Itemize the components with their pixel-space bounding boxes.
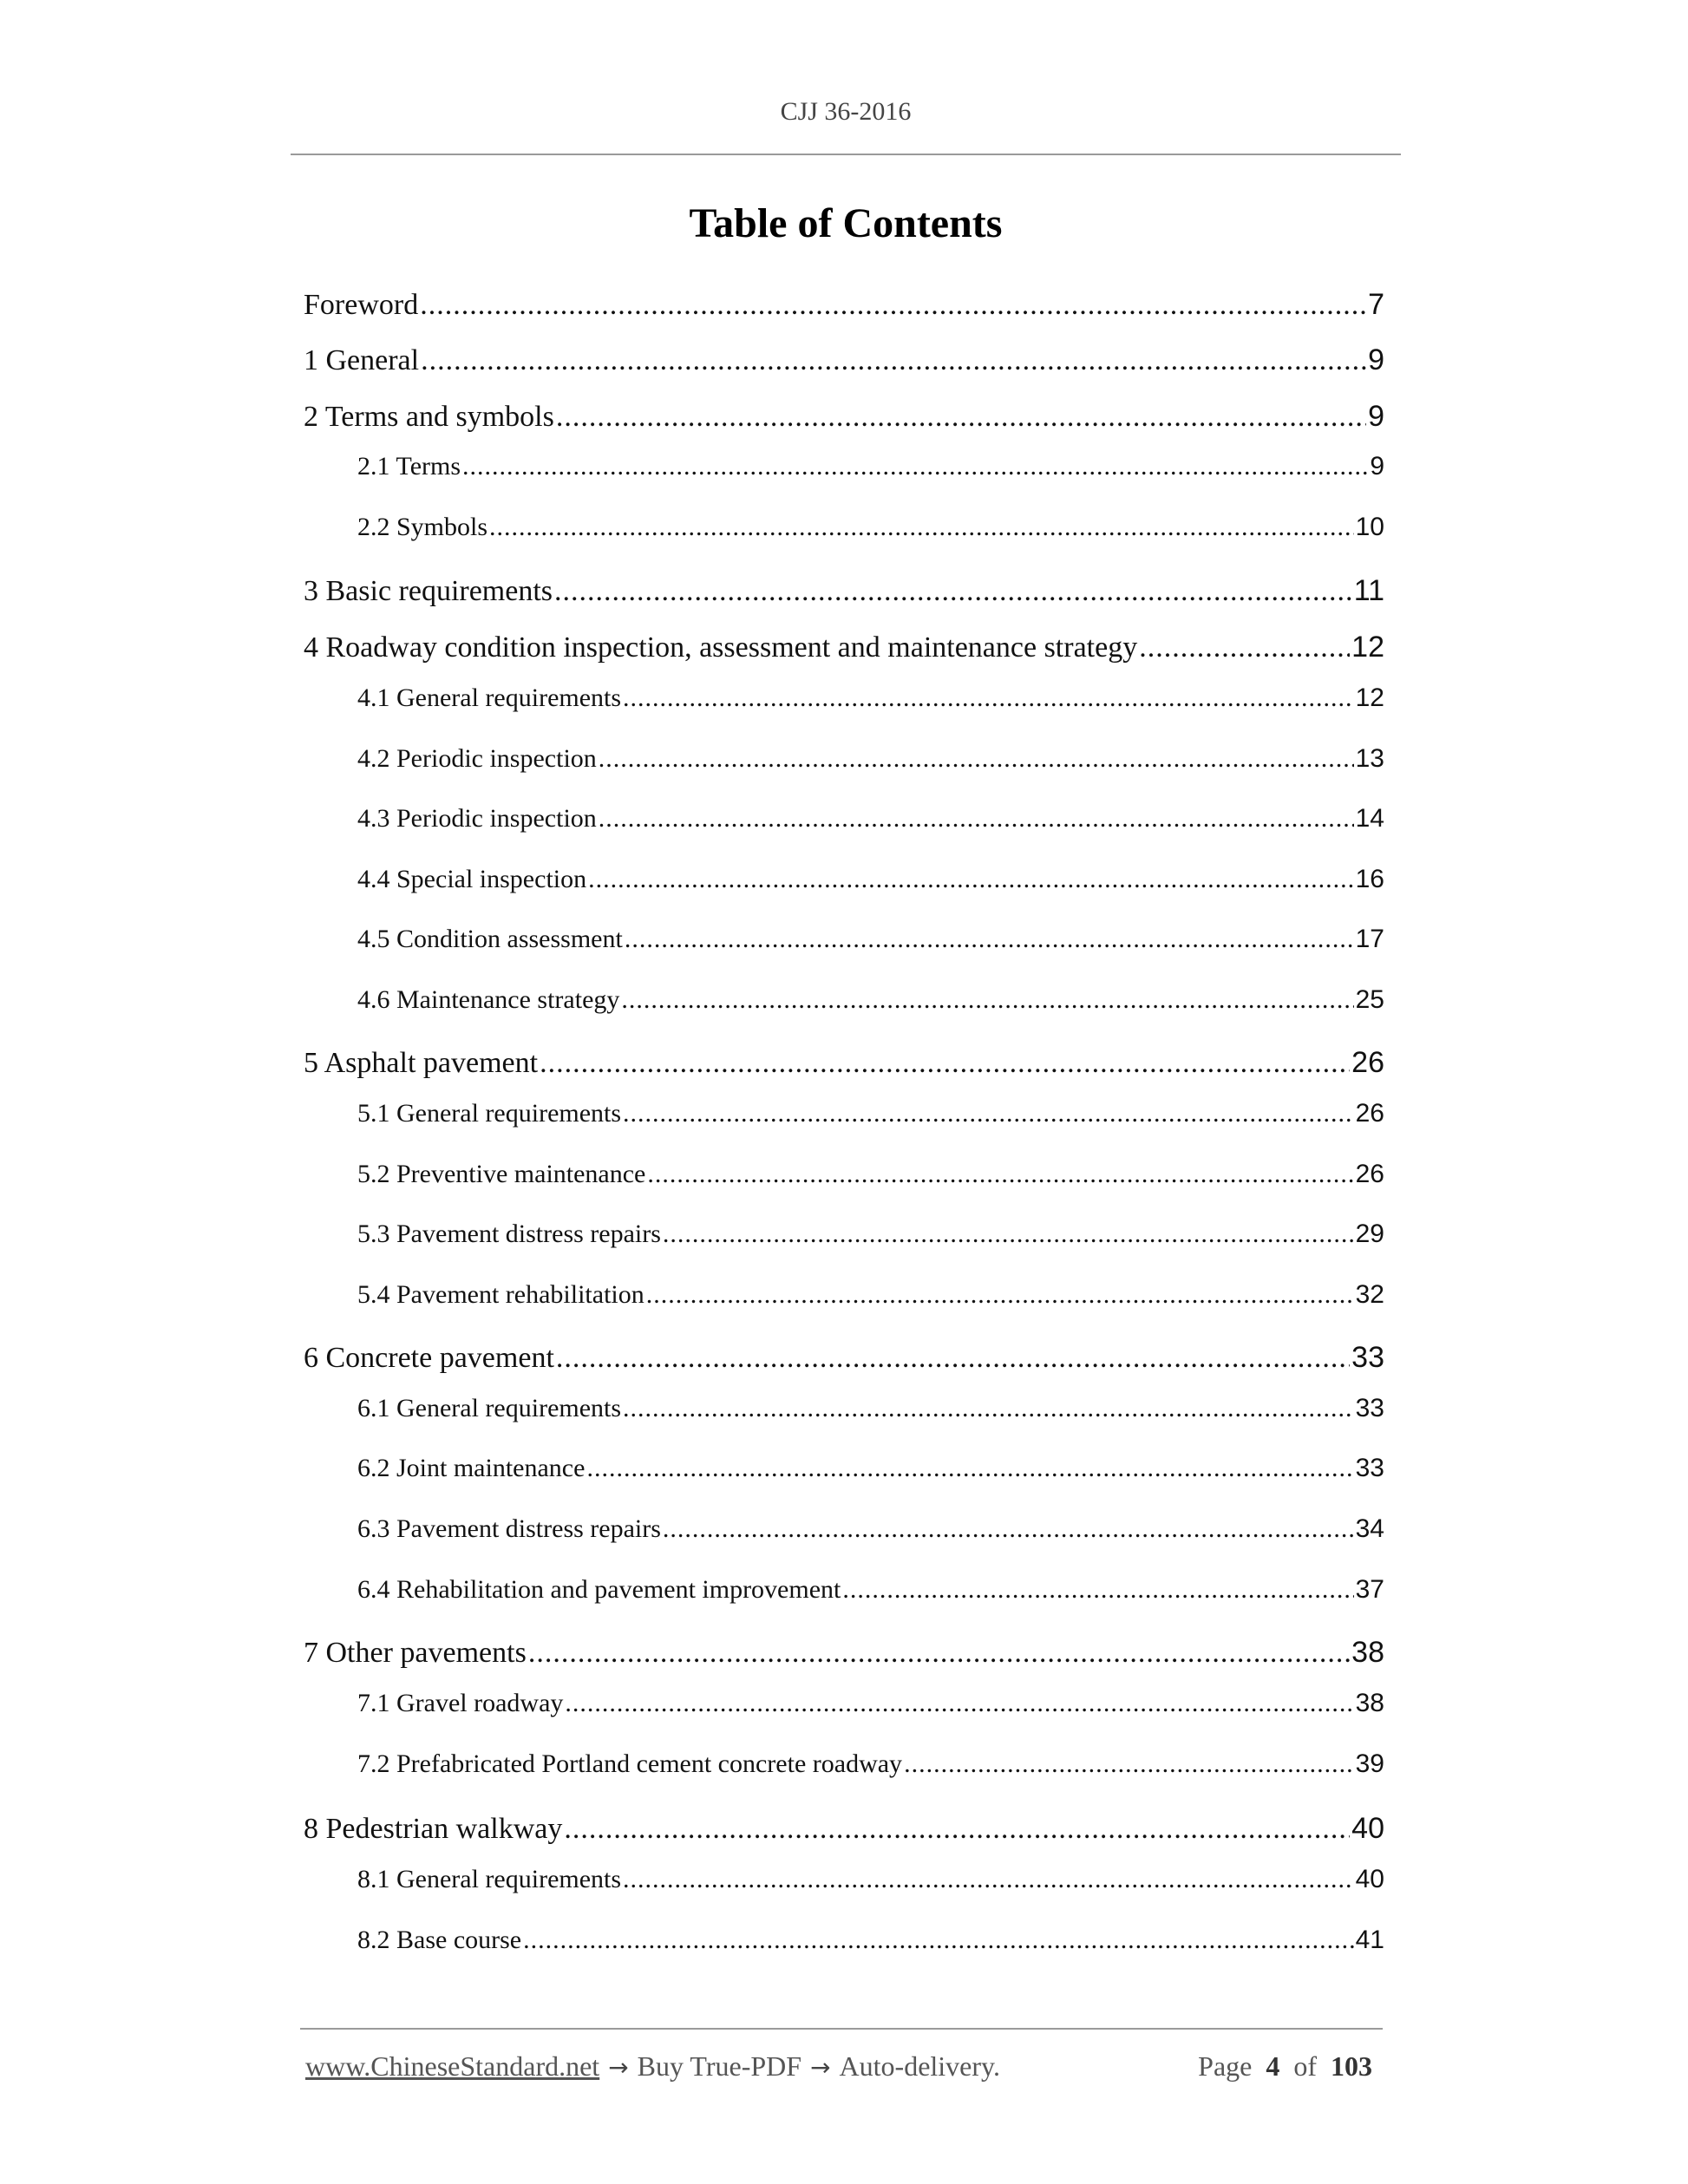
toc-dot-leader <box>565 1689 1353 1718</box>
toc-page-number: 32 <box>1355 1280 1384 1309</box>
toc-dot-leader <box>554 575 1352 608</box>
toc-page-number: 9 <box>1370 452 1384 481</box>
toc-entry-label: 8.1 General requirements <box>357 1865 622 1893</box>
toc-section-entry[interactable] <box>357 1749 1384 1779</box>
footer-divider <box>300 2028 1383 2030</box>
toc-dot-leader <box>623 1099 1354 1128</box>
toc-entry-label: 4.6 Maintenance strategy <box>357 985 620 1014</box>
toc-entry-label: 2.1 Terms <box>357 452 461 481</box>
toc-entry-label: 4.1 General requirements <box>357 683 622 712</box>
toc-entry-label: 7.1 Gravel roadway <box>357 1689 564 1717</box>
toc-entry-label: 6.1 General requirements <box>357 1394 622 1422</box>
toc-page-number: 17 <box>1355 925 1384 953</box>
toc-dot-leader <box>623 1394 1354 1423</box>
toc-page-number: 33 <box>1355 1394 1384 1422</box>
toc-page-number: 37 <box>1355 1575 1384 1604</box>
toc-section-entry[interactable] <box>357 1454 1384 1483</box>
toc-page-number: 7 <box>1368 288 1384 321</box>
toc-dot-leader <box>599 804 1354 834</box>
page-footer <box>305 2050 1381 2083</box>
toc-chapter-entry[interactable] <box>304 400 1384 434</box>
document-code-header: CJJ 36-2016 <box>780 97 912 126</box>
toc-entry-label: 5.1 General requirements <box>357 1099 622 1128</box>
toc-dot-leader <box>523 1926 1354 1955</box>
toc-entry-label: 2 Terms and symbols <box>304 401 554 433</box>
toc-page-number: 40 <box>1351 1812 1384 1845</box>
toc-section-entry[interactable] <box>357 1865 1384 1894</box>
toc-dot-leader <box>623 683 1354 713</box>
toc-page-number: 38 <box>1351 1636 1384 1669</box>
total-pages-number: 103 <box>1331 2050 1372 2082</box>
header-divider <box>291 154 1401 155</box>
toc-chapter-entry[interactable] <box>304 1812 1384 1846</box>
toc-dot-leader <box>556 401 1366 434</box>
toc-title: Table of Contents <box>689 200 1003 246</box>
toc-dot-leader <box>663 1220 1354 1249</box>
page-counter <box>1198 2050 1372 2083</box>
toc-dot-leader <box>421 344 1366 377</box>
toc-entry-label: 5 Asphalt pavement <box>304 1047 539 1079</box>
toc-entry-label: 1 General <box>304 344 420 376</box>
toc-entry-label: 6 Concrete pavement <box>304 1342 554 1374</box>
toc-dot-leader <box>1139 631 1350 664</box>
toc-page-number: 25 <box>1355 985 1384 1014</box>
toc-page-number: 9 <box>1368 343 1384 376</box>
toc-chapter-entry[interactable] <box>304 343 1384 377</box>
right-arrow-icon: → <box>608 2053 629 2082</box>
toc-dot-leader <box>528 1637 1350 1670</box>
toc-page-number: 12 <box>1355 683 1384 712</box>
toc-entry-label: 7 Other pavements <box>304 1637 527 1669</box>
toc-section-entry[interactable] <box>357 925 1384 954</box>
toc-entry-label: 4.5 Condition assessment <box>357 925 623 953</box>
toc-entry-label: 6.4 Rehabilitation and pavement improvement <box>357 1575 841 1604</box>
toc-page-number: 26 <box>1355 1160 1384 1188</box>
toc-page-number: 11 <box>1353 574 1384 607</box>
toc-section-entry[interactable] <box>357 1575 1384 1605</box>
toc-section-entry[interactable] <box>357 1926 1384 1955</box>
toc-section-entry[interactable] <box>357 1689 1384 1718</box>
toc-entry-label: 8.2 Base course <box>357 1926 522 1954</box>
toc-section-entry[interactable] <box>357 1160 1384 1189</box>
toc-section-entry[interactable] <box>357 804 1384 834</box>
toc-entry-label: 6.2 Joint maintenance <box>357 1454 586 1482</box>
toc-page-number: 14 <box>1355 804 1384 833</box>
toc-page-number: 12 <box>1351 631 1384 664</box>
toc-page-number: 26 <box>1355 1099 1384 1128</box>
current-page-number: 4 <box>1266 2050 1280 2082</box>
toc-chapter-entry[interactable] <box>304 1046 1384 1080</box>
toc-section-entry[interactable] <box>357 452 1384 481</box>
toc-dot-leader <box>621 985 1353 1015</box>
buy-pdf-text: Buy True-PDF <box>637 2050 802 2082</box>
toc-page-number: 16 <box>1355 865 1384 893</box>
toc-entry-label: 4 Roadway condition inspection, assessment and maintenance strategy <box>304 631 1138 664</box>
toc-dot-leader <box>842 1575 1353 1605</box>
toc-section-entry[interactable] <box>357 1099 1384 1128</box>
toc-section-entry[interactable] <box>357 1280 1384 1310</box>
toc-entry-label: 8 Pedestrian walkway <box>304 1813 563 1845</box>
right-arrow-icon: → <box>810 2053 831 2082</box>
toc-section-entry[interactable] <box>357 985 1384 1015</box>
toc-dot-leader <box>647 1160 1353 1189</box>
toc-entry-label: 4.2 Periodic inspection <box>357 744 597 773</box>
toc-page-number: 34 <box>1355 1514 1384 1543</box>
toc-chapter-entry[interactable] <box>304 1341 1384 1375</box>
toc-page-number: 13 <box>1355 744 1384 773</box>
toc-dot-leader <box>625 925 1354 954</box>
of-word: of <box>1293 2050 1317 2082</box>
toc-section-entry[interactable] <box>357 1220 1384 1249</box>
toc-entry-label: 4.3 Periodic inspection <box>357 804 597 833</box>
toc-dot-leader <box>663 1514 1354 1544</box>
toc-dot-leader <box>588 865 1354 894</box>
toc-chapter-entry[interactable] <box>304 288 1384 322</box>
toc-page-number: 40 <box>1355 1865 1384 1893</box>
toc-page-number: 38 <box>1355 1689 1384 1717</box>
toc-page-number: 29 <box>1355 1220 1384 1248</box>
toc-section-entry[interactable] <box>357 744 1384 774</box>
toc-entry-label: 5.2 Preventive maintenance <box>357 1160 646 1188</box>
auto-delivery-text: Auto-delivery. <box>839 2050 1000 2082</box>
toc-dot-leader <box>489 513 1354 542</box>
toc-section-entry[interactable] <box>357 1514 1384 1544</box>
toc-entry-label: 7.2 Prefabricated Portland cement concrete roadway <box>357 1749 903 1778</box>
toc-page-number: 26 <box>1351 1046 1384 1079</box>
toc-dot-leader <box>646 1280 1354 1310</box>
toc-chapter-entry[interactable] <box>304 1636 1384 1670</box>
toc-dot-leader <box>420 289 1366 322</box>
toc-page-number: 39 <box>1355 1749 1384 1778</box>
toc-entry-label: 4.4 Special inspection <box>357 865 587 893</box>
toc-page-number: 9 <box>1368 400 1384 433</box>
toc-page-number: 33 <box>1355 1454 1384 1482</box>
toc-entry-label: 2.2 Symbols <box>357 513 488 541</box>
website-link[interactable]: www.ChineseStandard.net <box>305 2050 600 2082</box>
toc-chapter-entry[interactable] <box>304 574 1384 608</box>
toc-section-entry[interactable] <box>357 683 1384 713</box>
toc-dot-leader <box>586 1454 1353 1483</box>
toc-entry-label: 6.3 Pavement distress repairs <box>357 1514 661 1543</box>
page-word: Page <box>1198 2050 1253 2082</box>
toc-section-entry[interactable] <box>357 865 1384 894</box>
toc-dot-leader <box>564 1813 1350 1846</box>
toc-chapter-entry[interactable] <box>304 631 1384 664</box>
toc-section-entry[interactable] <box>357 513 1384 542</box>
toc-dot-leader <box>540 1047 1350 1080</box>
toc-dot-leader <box>462 452 1368 481</box>
toc-entry-label: Foreword <box>304 289 419 321</box>
toc-entry-label: 5.4 Pavement rehabilitation <box>357 1280 644 1309</box>
toc-entry-label: 3 Basic requirements <box>304 575 553 607</box>
toc-section-entry[interactable] <box>357 1394 1384 1423</box>
toc-entry-label: 5.3 Pavement distress repairs <box>357 1220 661 1248</box>
toc-dot-leader <box>623 1865 1354 1894</box>
toc-page-number: 33 <box>1351 1341 1384 1374</box>
toc-dot-leader <box>599 744 1354 774</box>
toc-dot-leader <box>904 1749 1354 1779</box>
toc-page-number: 10 <box>1355 513 1384 541</box>
toc-page-number: 41 <box>1355 1926 1384 1954</box>
toc-dot-leader <box>556 1342 1350 1375</box>
